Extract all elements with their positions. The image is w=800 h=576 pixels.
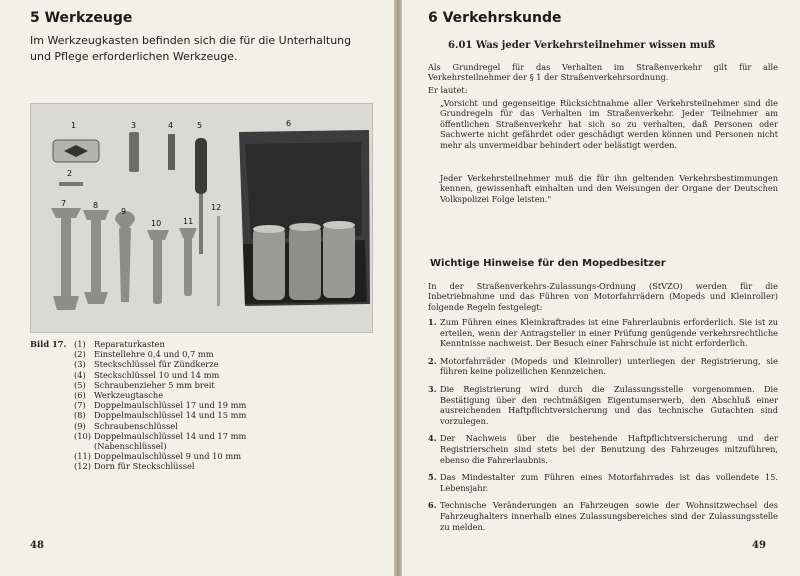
- caption-num: (2): [74, 349, 86, 360]
- left-page: [0, 0, 394, 576]
- section-title-werkzeuge: 5 Werkzeuge: [30, 10, 133, 26]
- caption-num: (12): [74, 461, 92, 472]
- page-number-left: 48: [30, 540, 44, 551]
- page-number-right: 49: [752, 540, 766, 551]
- fig-label-2: 2: [67, 169, 73, 178]
- fig-label-6: 6: [286, 119, 292, 128]
- caption-num: [74, 441, 94, 451]
- fig-label-3: 3: [131, 121, 137, 130]
- caption-row: [30, 400, 374, 410]
- caption-text: Doppelmaulschlüssel 9 und 10 mm: [94, 451, 242, 462]
- fig-label-11: 11: [183, 217, 194, 226]
- caption-row: [30, 390, 374, 400]
- repair-box: [53, 140, 99, 162]
- intro-text: Im Werkzeugkasten befinden sich die für die Unterhaltung und Pflege erforderlichen Werkzeuge.: [30, 34, 352, 63]
- fig-label-10: 10: [151, 219, 162, 228]
- list-number: 5.: [428, 472, 437, 483]
- fig-label-12: 12: [211, 203, 222, 212]
- caption-row: [30, 451, 374, 461]
- tool-photo: [30, 103, 373, 333]
- caption-row: [30, 370, 374, 380]
- caption-row: [30, 431, 374, 441]
- right-page: [402, 0, 800, 576]
- list-text: Der Nachweis über die bestehende Haftpflichtversicherung und der Registrierschein sind stets bei der Benutzung des Fahrzeuges mitzuführen, ebenso die Fahrerlaubnis.: [440, 433, 778, 465]
- list-number: 1.: [428, 317, 437, 327]
- caption-num: (6): [74, 390, 86, 401]
- list-item: [428, 317, 778, 349]
- caption-row: [30, 441, 374, 451]
- caption-text: Dorn für Steckschlüssel: [94, 461, 195, 472]
- socket-wrench: [168, 134, 175, 170]
- fig-label-7: 7: [61, 199, 67, 208]
- caption-text: Doppelmaulschlüssel 14 und 17 mm: [94, 430, 247, 441]
- list-item: [428, 472, 778, 493]
- para-er-lautet: Er lautet:: [428, 85, 468, 95]
- para-grundregel: Als Grundregel für das Verhalten im Straßenverkehr gilt für alle Verkehrsteilnehmer der § 1 der Straßenverkehrsordnung.: [428, 62, 778, 83]
- caption-num: (1): [74, 339, 86, 349]
- caption-text: Werkzeugtasche: [94, 390, 164, 401]
- list-text: Technische Veränderungen an Fahrzeugen sowie der Wohnsitzwechsel des Fahrzeughalters innerhalb eines Zulassungsbereiches sind der Zulassungsstelle zu melden.: [440, 500, 778, 532]
- figure-caption: [30, 339, 374, 472]
- list-number: 3.: [428, 383, 437, 394]
- book-gutter: [394, 0, 402, 576]
- tools-illustration: [31, 104, 372, 332]
- caption-text: Reparaturkasten: [94, 339, 165, 349]
- list-item: [428, 384, 778, 426]
- caption-text: Steckschlüssel 10 und 14 mm: [94, 369, 220, 380]
- caption-text: Doppelmaulschlüssel 14 und 15 mm: [94, 410, 247, 421]
- caption-row: [30, 421, 374, 431]
- rules-list: [428, 317, 778, 539]
- caption-num: (7): [74, 400, 86, 411]
- list-text: Zum Führen eines Kleinkraftrades ist eine Fahrerlaubnis erforderlich. Sie ist zu erteilen, wenn der Antragsteller in einer Prüfung genügende verkehrsrechtliche Kenntnisse nachweist. Der Besuch einer Fahrschule ist nicht erforderlich.: [440, 317, 778, 349]
- fig-label-4: 4: [168, 121, 174, 130]
- quote-paragraph-1: „Vorsicht und gegenseitige Rücksichtnahme aller Verkehrsteilnehmer sind die Grundregeln für das Verhalten im Straßenverkehr. Jeder Teilnehmer am öffentlichen Straßenverkehr hat sich so zu verhalten, daß Personen oder Sachwerte nicht gefährdet oder geschädigt werden können und Personen nicht mehr als unvermeidbar behindert oder belästigt werden.: [440, 98, 778, 150]
- caption-text: Einstellehre 0,4 und 0,7 mm: [94, 349, 214, 360]
- hint-title: Wichtige Hinweise für den Mopedbesitzer: [430, 258, 666, 269]
- list-number: 6.: [428, 500, 437, 511]
- caption-text: Schraubenschlüssel: [94, 420, 178, 431]
- caption-num: (3): [74, 359, 86, 370]
- fig-label-8: 8: [93, 201, 99, 210]
- caption-row: [30, 359, 374, 369]
- caption-bild: Bild 17.: [30, 339, 67, 349]
- caption-num: (11): [74, 451, 92, 462]
- list-text: Motorfahrräder (Mopeds und Kleinroller) unterliegen der Registrierung, sie führen keine polizeilichen Kennzeichen.: [440, 355, 778, 377]
- caption-row: [30, 380, 374, 390]
- fig-label-5: 5: [197, 121, 203, 130]
- fig-label-9: 9: [121, 207, 127, 216]
- caption-row: [30, 461, 374, 471]
- caption-num: (8): [74, 410, 86, 421]
- caption-num: (10): [74, 430, 92, 441]
- caption-text: Steckschlüssel für Zündkerze: [94, 359, 219, 370]
- list-item: [428, 500, 778, 532]
- quote-paragraph-2: Jeder Verkehrsteilnehmer muß die für ihn geltenden Verkehrsbestimmungen kennen, gewissenhaft einhalten und den Weisungen der Organe der Deutschen Volkspolizei Folge leisten.": [440, 173, 778, 204]
- list-number: 4.: [428, 433, 437, 444]
- caption-text: Schraubenzieher 5 mm breit: [94, 379, 215, 390]
- list-number: 2.: [428, 355, 437, 366]
- subsection-title: 6.01 Was jeder Verkehrsteilnehmer wissen muß: [448, 40, 716, 51]
- pin: [217, 216, 220, 306]
- list-text: Das Mindestalter zum Führen eines Motorfahrrades ist das vollendete 15. Lebensjahr.: [440, 472, 778, 493]
- caption-num: (4): [74, 369, 86, 380]
- caption-row: [30, 349, 374, 359]
- caption-row: [30, 339, 374, 349]
- hint-intro: In der Straßenverkehrs-Zulassungs-Ordnung (StVZO) werden für die Inbetriebnahme und das Führen von Motorfahrrädern (Mopeds und Kleinroller) folgende Regeln festgelegt:: [428, 281, 778, 312]
- caption-num: (5): [74, 379, 86, 390]
- caption-num: (9): [74, 420, 86, 431]
- spark-plug-socket: [129, 132, 139, 172]
- fig-label-1: 1: [71, 121, 77, 130]
- caption-row: [30, 410, 374, 420]
- caption-text: Doppelmaulschlüssel 17 und 19 mm: [94, 400, 247, 411]
- list-item: [428, 433, 778, 465]
- tool-bag: [239, 130, 370, 306]
- section-title-verkehrskunde: 6 Verkehrskunde: [428, 10, 562, 26]
- caption-text: (Nabenschlüssel): [94, 441, 167, 452]
- list-text: Die Registrierung wird durch die Zulassungsstelle vorgenommen. Die Bestätigung über den rechtmäßigen Eigentumserwerb, den Abschluß einer ausreichenden Haftpflichtversicherung und das technische Gutachten sind vorzulegen.: [440, 383, 778, 426]
- feeler-gauge: [59, 182, 83, 186]
- list-item: [428, 356, 778, 377]
